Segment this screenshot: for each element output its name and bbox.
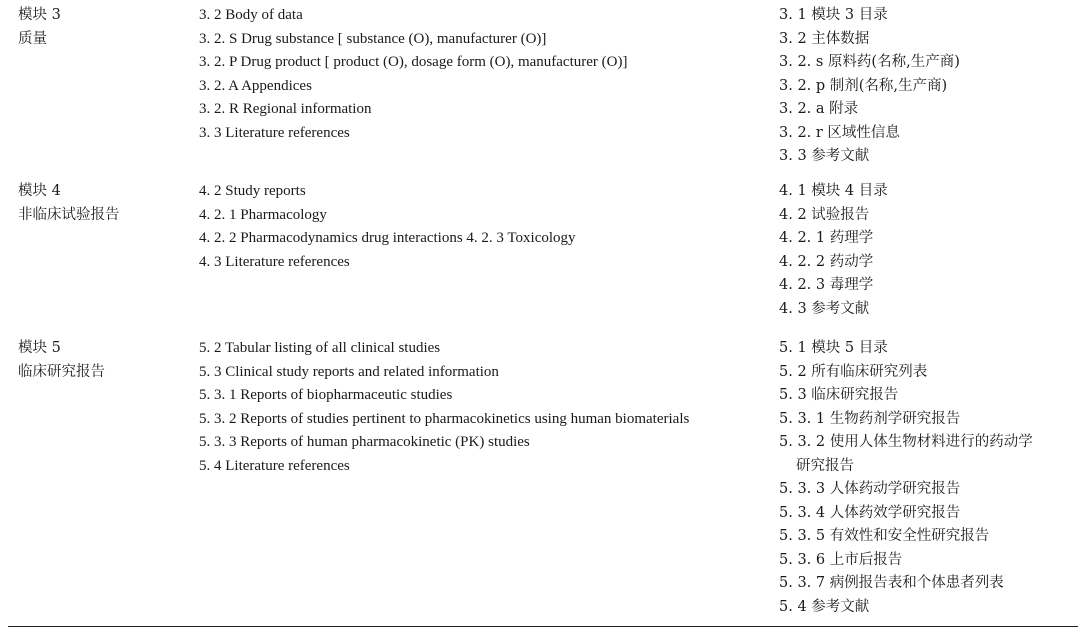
- list-item: 5. 4 参考文献: [779, 598, 870, 615]
- list-item: 4. 3 Literature references: [199, 253, 350, 270]
- list-item: 5. 3 临床研究报告: [779, 387, 899, 403]
- list-item: 4. 2 Study reports: [199, 183, 306, 199]
- list-item: 4. 1 模块 4 目录: [779, 183, 888, 199]
- list-item: 5. 4 Literature references: [199, 457, 350, 474]
- list-item: 4. 2. 1 药理学: [779, 230, 874, 246]
- module-title: 模块 3: [18, 7, 61, 23]
- list-item: 5. 3. 4 人体药效学研究报告: [779, 504, 961, 521]
- module-title: 模块 5: [18, 340, 61, 356]
- list-item: 5. 3. 2 Reports of studies pertinent to pharmacokinetics using human biomaterials: [199, 410, 690, 427]
- list-item: 5. 3. 3 人体药动学研究报告: [779, 481, 961, 497]
- list-item: 5. 3. 5 有效性和安全性研究报告: [779, 528, 990, 544]
- list-item: 3. 1 模块 3 目录: [779, 7, 888, 23]
- list-item: 4. 3 参考文献: [779, 300, 870, 317]
- list-item: 3. 2. r 区域性信息: [779, 124, 900, 141]
- table-bottom-rule: [8, 626, 1078, 627]
- list-item: 4. 2. 2 药动学: [779, 253, 874, 270]
- list-item: 3. 2 Body of data: [199, 7, 303, 23]
- module-5-label: [18, 337, 188, 384]
- list-item: 4. 2. 1 Pharmacology: [199, 206, 327, 223]
- list-item: 4. 2. 2 Pharmacodynamics drug interactions 4. 2. 3 Toxicology: [199, 230, 576, 246]
- list-item: 3. 3 参考文献: [779, 148, 870, 164]
- module-4-chinese-list: [779, 180, 1074, 321]
- list-item: 5. 3. 1 Reports of biopharmaceutic studies: [199, 387, 453, 403]
- module-3-english-list: [199, 4, 769, 145]
- module-subtitle: 质量: [18, 30, 47, 47]
- module-subtitle: 非临床试验报告: [18, 206, 120, 223]
- list-item: 5. 3. 3 Reports of human pharmacokinetic (PK) studies: [199, 434, 530, 450]
- list-item: 5. 1 模块 5 目录: [779, 340, 888, 356]
- list-item: 3. 2. R Regional information: [199, 101, 372, 117]
- list-item: 5. 2 Tabular listing of all clinical studies: [199, 340, 441, 356]
- list-item: 3. 2. A Appendices: [199, 77, 312, 94]
- module-title: 模块 4: [18, 183, 61, 199]
- list-item: 3. 2 主体数据: [779, 30, 870, 47]
- module-3-chinese-list: [779, 4, 1074, 169]
- module-5-english-list: [199, 337, 769, 478]
- list-item: 4. 2. 3 毒理学: [779, 277, 874, 293]
- list-item: 3. 3 Literature references: [199, 124, 350, 141]
- list-item: 3. 2. p 制剂(名称,生产商): [779, 77, 948, 94]
- module-4-label: [18, 180, 188, 227]
- list-item: 3. 2. S Drug substance [ substance (O), manufacturer (O)]: [199, 30, 547, 47]
- list-item: 4. 2 试验报告: [779, 206, 870, 223]
- module-5-chinese-list: [779, 337, 1074, 619]
- list-item: 3. 2. a 附录: [779, 101, 859, 117]
- module-subtitle: 临床研究报告: [18, 363, 105, 380]
- module-3-label: [18, 4, 188, 51]
- list-item: 3. 2. P Drug product [ product (O), dosage form (O), manufacturer (O)]: [199, 54, 628, 70]
- list-item: 5. 3 Clinical study reports and related information: [199, 363, 499, 380]
- list-item: 3. 2. s 原料药(名称,生产商): [779, 54, 960, 70]
- module-4-english-list: [199, 180, 769, 274]
- list-item: 5. 3. 7 病例报告表和个体患者列表: [779, 575, 1004, 591]
- list-item: 5. 3. 1 生物药剂学研究报告: [779, 410, 961, 427]
- list-item: 5. 3. 2 使用人体生物材料进行的药动学: [779, 434, 1033, 450]
- list-item-continuation: 研究报告: [796, 457, 854, 474]
- list-item: 5. 2 所有临床研究列表: [779, 363, 928, 380]
- list-item: 5. 3. 6 上市后报告: [779, 551, 903, 568]
